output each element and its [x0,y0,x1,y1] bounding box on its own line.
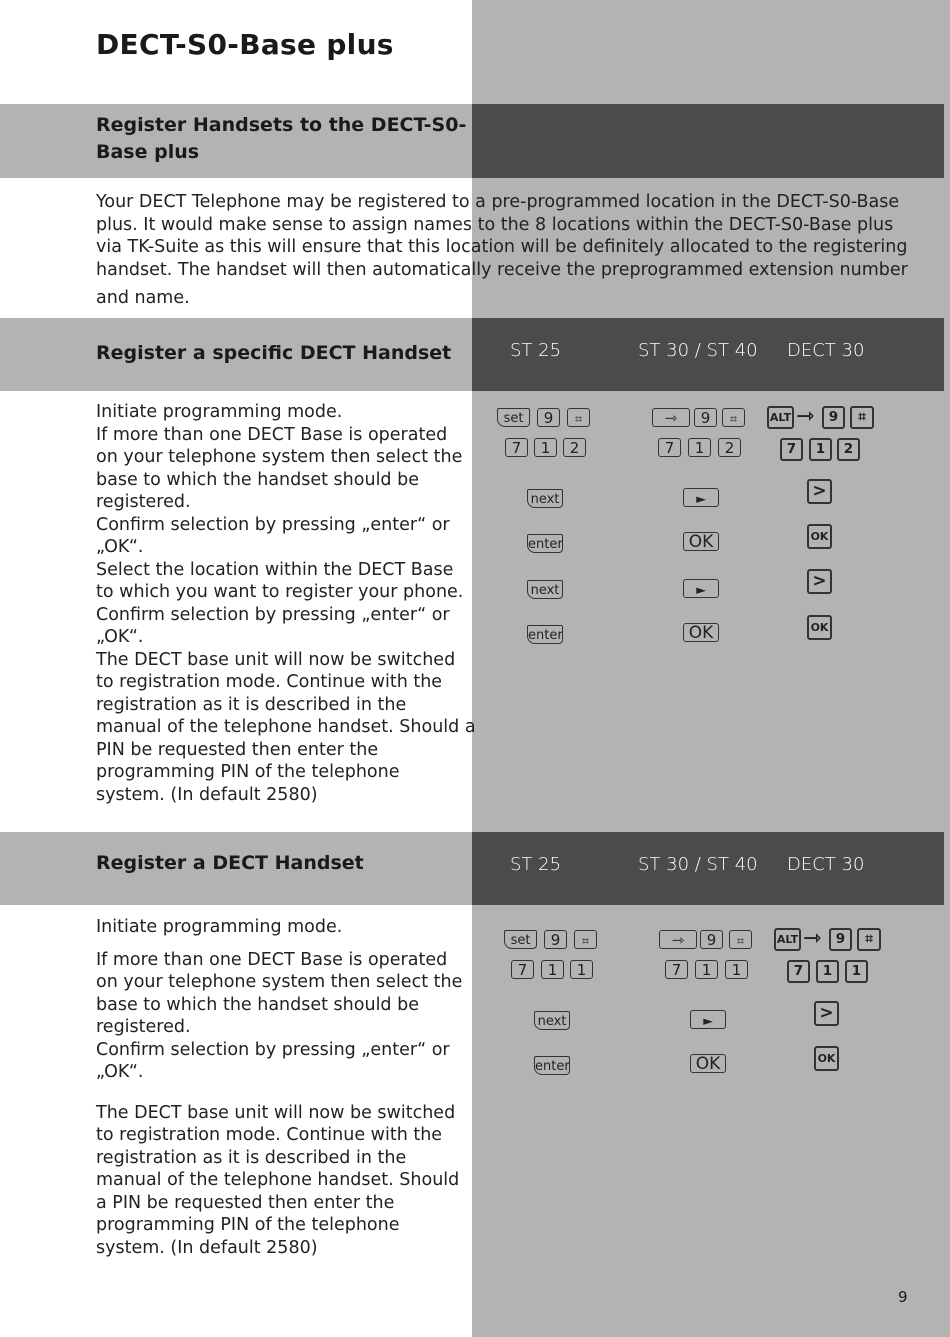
text-line: Confirm selection by pressing „enter“ or [96,514,450,535]
text-line: base to which the handset should be [96,994,419,1015]
text-line: and name. [96,288,190,308]
next-key: next [527,489,563,508]
hash-key: ⌗ [722,408,745,427]
set-key: set [504,930,537,949]
text-line: base to which the handset should be [96,469,419,490]
text-line: Select the location within the DECT Base [96,559,454,580]
section-heading-register-dect: Register a DECT Handset [96,852,364,874]
key-1: 1 [845,960,868,983]
programming-arrow-key: ⇾ [659,930,697,949]
key-1: 1 [816,960,839,983]
chevron-right-key: > [807,569,832,594]
text-line: system. (In default 2580) [96,1237,318,1258]
text-line: „OK“. [96,1062,144,1082]
text-line: to registration mode. Continue with the [96,1125,443,1145]
key-7: 7 [787,960,810,983]
key-1: 1 [809,438,832,461]
text-line: registration as it is described in the [96,694,407,715]
column-header-st25: ST 25 [510,340,562,361]
text-line: If more than one DECT Base is operated [96,949,448,970]
enter-key: enter [527,625,563,644]
enter-key: enter [527,534,563,553]
key-1: 1 [534,438,557,457]
key-9: 9 [822,406,845,429]
text-line: manual of the telephone handset. Should [96,1170,460,1190]
column-header-st30-st40: ST 30 / ST 40 [638,854,758,875]
text-line: on your telephone system then select the [96,447,463,467]
key-1: 1 [688,438,711,457]
key-7: 7 [505,438,528,457]
alt-key: ALT [774,928,801,951]
key-9: 9 [537,408,560,427]
key-9: 9 [694,408,717,427]
ok-key: OK [814,1046,839,1071]
text-line: manual of the telephone handset. Should a [96,717,476,737]
text-line: The DECT base unit will now be switched [96,649,456,670]
text-line: Your DECT Telephone may be registered to a pre-programmed location in the DECT-S0-Base [96,192,900,212]
key-2: 2 [563,438,586,457]
alt-key: ALT [767,406,794,429]
text-line: registered. [96,1017,191,1037]
column-header-dect30: DECT 30 [787,854,865,875]
text-line: „OK“. [96,537,144,557]
enter-key: enter [534,1056,570,1075]
text-line: programming PIN of the telephone [96,1215,400,1235]
text-line: plus. It would make sense to assign names to the 8 locations within the DECT-S0-Base plus [96,214,894,235]
hash-key: ⌗ [857,928,881,951]
programming-arrow-key: ⇾ [652,408,690,427]
text-line: Initiate programming mode. [96,917,343,937]
text-line: via TK-Suite as this will ensure that this location will be definitely allocated to the registering [96,237,908,257]
programming-arrow-icon: ⇾ [796,404,815,429]
right-arrow-key: ► [690,1010,726,1029]
hash-key: ⌗ [567,408,590,427]
text-line: registration as it is described in the [96,1147,407,1168]
key-1: 1 [570,960,593,979]
column-header-st25: ST 25 [510,854,562,875]
specific-instructions [96,401,476,806]
text-line: If more than one DECT Base is operated [96,424,448,445]
section-heading-register-specific: Register a specific DECT Handset [96,342,452,364]
text-line: programming PIN of the telephone [96,762,400,782]
text-line: Initiate programming mode. [96,402,343,422]
next-key: next [527,580,563,599]
text-line: handset. The handset will then automatically receive the preprogrammed extension number [96,259,908,280]
set-key: set [497,408,530,427]
heading-line: Register Handsets to the DECT-S0- [96,114,467,136]
key-7: 7 [780,438,803,461]
text-line: Confirm selection by pressing „enter“ or [96,1039,450,1060]
text-line: to registration mode. Continue with the [96,672,443,692]
hash-key: ⌗ [850,406,874,429]
programming-arrow-icon: ⇾ [803,926,822,951]
text-line: Confirm selection by pressing „enter“ or [96,604,450,625]
ok-key: OK [690,1054,726,1073]
ok-key: OK [807,615,832,640]
key-9: 9 [544,930,567,949]
key-2: 2 [837,438,860,461]
page-title: DECT-S0-Base plus [96,28,394,61]
text-line: The DECT base unit will now be switched [96,1102,456,1123]
register-instructions [96,916,476,1259]
text-line: to which you want to register your phone. [96,582,464,602]
column-header-dect30: DECT 30 [787,340,865,361]
key-9: 9 [829,928,852,951]
text-line: system. (In default 2580) [96,784,318,805]
text-line: on your telephone system then select the [96,972,463,992]
column-header-st30-st40: ST 30 / ST 40 [638,340,758,361]
page-number: 9 [898,1288,908,1306]
hash-key: ⌗ [574,930,597,949]
text-line: a PIN be requested then enter the [96,1192,395,1213]
section-heading-register-handsets [96,112,466,166]
chevron-right-key: > [807,479,832,504]
text-line: registered. [96,492,191,512]
next-key: next [534,1011,570,1030]
key-7: 7 [658,438,681,457]
text-line: PIN be requested then enter the [96,739,379,760]
hash-key: ⌗ [729,930,752,949]
heading-line: Base plus [96,141,200,163]
ok-key: OK [807,524,832,549]
key-7: 7 [511,960,534,979]
ok-key: OK [683,532,719,551]
key-1: 1 [695,960,718,979]
key-7: 7 [665,960,688,979]
right-arrow-key: ► [683,488,719,507]
text-line: „OK“. [96,627,144,647]
right-arrow-key: ► [683,579,719,598]
key-1: 1 [541,960,564,979]
ok-key: OK [683,623,719,642]
key-1: 1 [725,960,748,979]
key-9: 9 [700,930,723,949]
key-2: 2 [718,438,741,457]
chevron-right-key: > [814,1001,839,1026]
intro-paragraph [96,191,926,310]
